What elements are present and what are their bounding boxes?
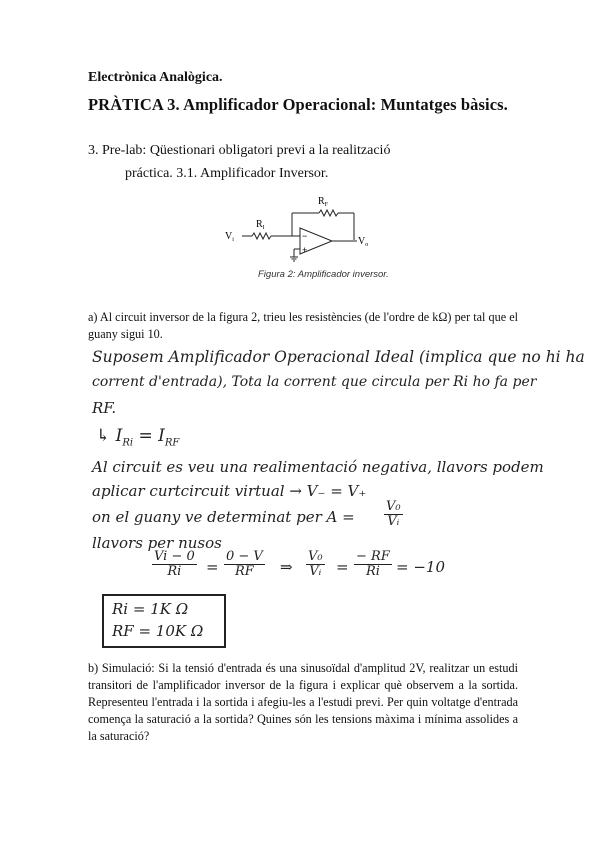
eq-fraction-4: $\frac{- RF}{Ri}$ xyxy=(356,549,390,579)
hw-line-6: aplicar curtcircuit virtual → V₋ = V₊ xyxy=(92,482,367,500)
rf-label: $R_F$ xyxy=(318,196,329,208)
hw-line-2: corrent d'entrada), Tota la corrent que circula per Ri ho fa per xyxy=(92,374,537,390)
eq-fraction-3: $\frac{\text{V₀}}{\text{Vᵢ}}$ xyxy=(308,549,323,579)
practice-title: PRÀTICA 3. Amplificador Operacional: Muntatges bàsics. xyxy=(88,95,508,114)
result-box xyxy=(102,594,226,648)
hw-line-1: Suposem Amplificador Operacional Ideal (implica que no hi ha xyxy=(92,348,585,366)
eq-sign-2: = xyxy=(336,558,349,576)
hw-line-4: ↳ $I_{Ri} = I_{RF}$ xyxy=(96,426,180,449)
question-b: b) Simulació: Si la tensió d'entrada és una sinusoïdal d'amplitud 2V, realitzar un estudi transitori de l'amplificador inversor de la figura i explicar què observem a la sortida. Representeu l'entrada i la sortida i afegiu-les a l'estudi previ. Per quin voltatge d'entrada comença la saturació a la sortida? Quines són les tensions màxima i mínima assolides a la saturació? xyxy=(88,661,518,743)
section-heading: 3. Pre-lab: Qüestionari obligatori previ a la realització xyxy=(88,143,391,158)
gain-fraction: $\frac{\text{V₀}}{\text{Vᵢ}}$ xyxy=(386,499,401,529)
implies-arrow: ⇒ xyxy=(280,558,293,576)
vo-label: $V_o$ xyxy=(358,236,369,248)
subsection-heading: práctica. 3.1. Amplificador Inversor. xyxy=(125,166,329,181)
course-title: Electrònica Analògica. xyxy=(88,70,223,85)
inverting-input-sign: − xyxy=(302,231,308,241)
noninverting-input-sign: + xyxy=(302,245,308,255)
vi-label: $V_i$ xyxy=(225,231,234,243)
eq-fraction-1: $\frac{Vi - 0}{Ri}$ xyxy=(154,549,195,579)
figure-caption: Figura 2: Amplificador inversor. xyxy=(258,269,389,280)
ri-label: $R_I$ xyxy=(256,219,265,231)
handwritten-answer xyxy=(88,344,585,644)
hw-line-7: on el guany ve determinat per A = xyxy=(92,508,355,526)
ri-value: Ri = 1K Ω xyxy=(112,600,189,618)
question-a: a) Al circuit inversor de la figura 2, trieu les resistències (de l'ordre de kΩ) per tal que el guany sigui 10. xyxy=(88,310,518,341)
rf-value: RF = 10K Ω xyxy=(112,622,204,640)
eq-sign-1: = xyxy=(206,558,219,576)
eq-result: = −10 xyxy=(396,558,445,576)
hw-line-3: RF. xyxy=(92,399,117,417)
inverting-amplifier-diagram xyxy=(222,191,392,271)
eq-fraction-2: $\frac{0 - V}{RF}$ xyxy=(226,549,263,579)
hw-line-8: llavors per nusos xyxy=(92,534,222,552)
hw-line-5: Al circuit es veu una realimentació negativa, llavors podem xyxy=(92,458,544,476)
